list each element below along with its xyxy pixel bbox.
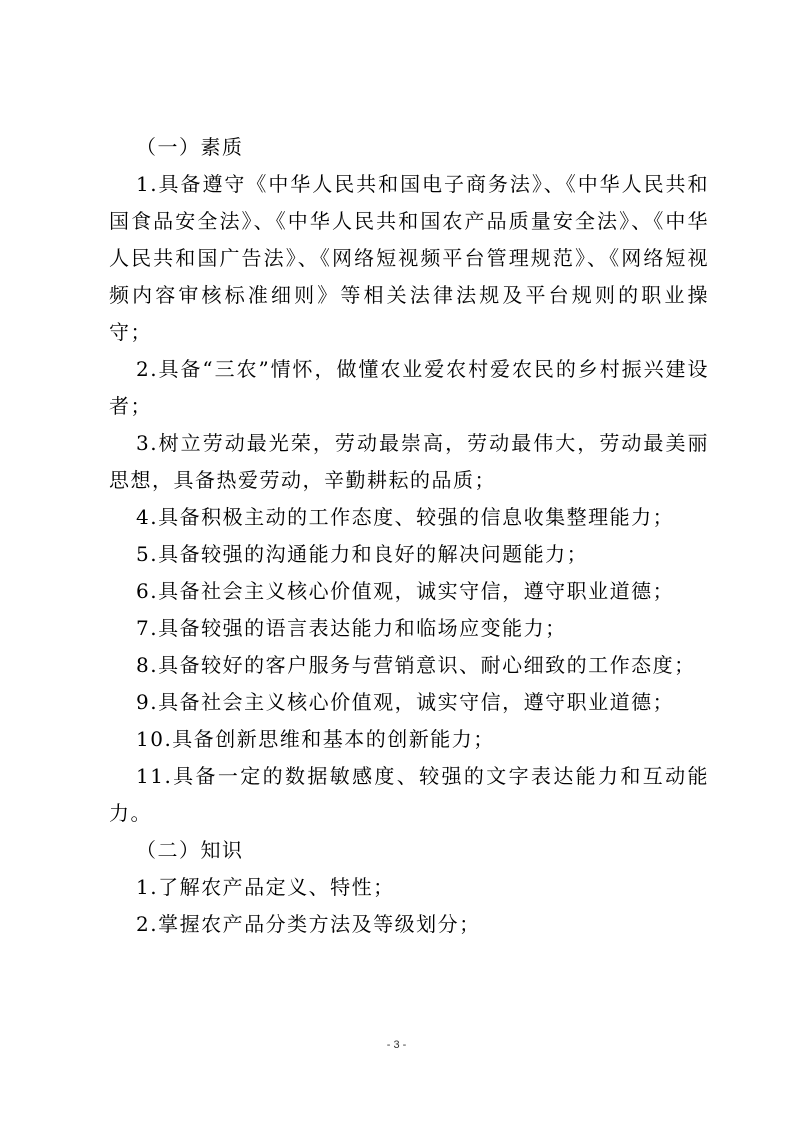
knowledge-item-2: 2.掌握农产品分类方法及等级划分； bbox=[136, 912, 481, 936]
quality-item-1: 1.具备遵守《中华人民共和国电子商务法》、《中华人民共和国食品安全法》、《中华人民共和国农产品质量安全法》、《中华人民共和国广告法》、《网络短视频平台管理规范》、《网络短视频内容审核标准细则》等相关法律法规及平台规则的职业操守； bbox=[109, 172, 709, 344]
section-heading-qualities: （一）素质 bbox=[136, 135, 244, 159]
knowledge-item-1: 1.了解农产品定义、特性； bbox=[136, 875, 395, 899]
quality-item-6: 6.具备社会主义核心价值观，诚实守信，遵守职业道德； bbox=[136, 579, 675, 603]
quality-item-5: 5.具备较强的沟通能力和良好的解决问题能力； bbox=[136, 542, 589, 566]
quality-item-4: 4.具备积极主动的工作态度、较强的信息收集整理能力； bbox=[136, 505, 675, 529]
quality-item-11: 11.具备一定的数据敏感度、较强的文字表达能力和互动能力。 bbox=[109, 764, 709, 825]
section-heading-knowledge: （二）知识 bbox=[136, 838, 244, 862]
quality-item-10: 10.具备创新思维和基本的创新能力； bbox=[136, 727, 495, 751]
page-number: - 3 - bbox=[386, 1039, 407, 1051]
document-body bbox=[109, 129, 709, 943]
quality-item-2: 2.具备“三农”情怀，做懂农业爱农村爱农民的乡村振兴建设者； bbox=[109, 357, 709, 418]
quality-item-3: 3.树立劳动最光荣，劳动最崇高，劳动最伟大，劳动最美丽思想，具备热爱劳动，辛勤耕耘的品质； bbox=[109, 431, 709, 492]
quality-item-7: 7.具备较强的语言表达能力和临场应变能力； bbox=[136, 616, 567, 640]
quality-item-9: 9.具备社会主义核心价值观，诚实守信，遵守职业道德； bbox=[136, 690, 675, 714]
quality-item-8: 8.具备较好的客户服务与营销意识、耐心细致的工作态度； bbox=[136, 653, 696, 677]
